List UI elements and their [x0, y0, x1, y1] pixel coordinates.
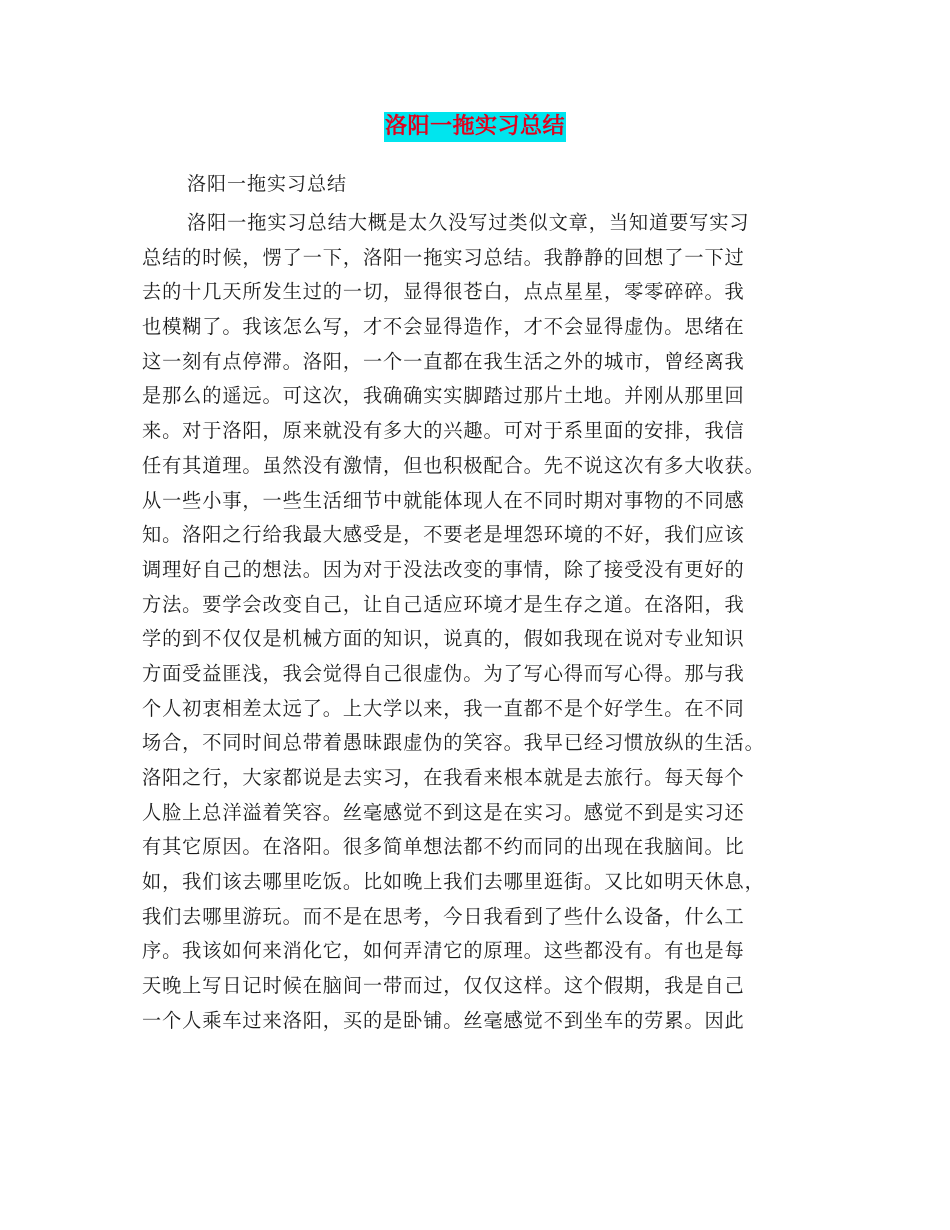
title-container: [0, 112, 950, 142]
body-line: 人脸上总洋溢着笑容。丝毫感觉不到这是在实习。感觉不到是实习还: [142, 800, 745, 824]
body-line: 场合，不同时间总带着愚昧跟虚伪的笑容。我早已经习惯放纵的生活。: [142, 731, 765, 755]
body-line: 从一些小事，一些生活细节中就能体现人在不同时期对事物的不同感: [142, 488, 745, 512]
body-line: 洛阳一拖实习总结大概是太久没写过类似文章，当知道要写实习: [187, 211, 750, 234]
document-subtitle: 洛阳一拖实习总结: [187, 173, 348, 195]
body-line: 洛阳之行，大家都说是去实习，在我看来根本就是去旅行。每天每个: [142, 766, 745, 789]
body-line: 学的到不仅仅是机械方面的知识，说真的，假如我现在说对专业知识: [142, 627, 745, 651]
body-line: 也模糊了。我该怎么写，才不会显得造作，才不会显得虚伪。思绪在: [142, 315, 745, 339]
body-line: 序。我该如何来消化它，如何弄清它的原理。这些都没有。有也是每: [142, 939, 745, 963]
body-line: 去的十几天所发生过的一切，显得很苍白，点点星星，零零碎碎。我: [142, 280, 745, 304]
body-line: 个人初衷相差太远了。上大学以来，我一直都不是个好学生。在不同: [142, 696, 745, 720]
body-line: 我们去哪里游玩。而不是在思考，今日我看到了些什么设备，什么工: [142, 904, 745, 928]
body-line: 总结的时候，愣了一下，洛阳一拖实习总结。我静静的回想了一下过: [142, 245, 745, 269]
body-line: 天晚上写日记时候在脑间一带而过，仅仅这样。这个假期，我是自己: [142, 974, 745, 998]
body-line: 如，我们该去哪里吃饭。比如晚上我们去哪里逛街。又比如明天休息，: [142, 870, 765, 894]
body-line: 一个人乘车过来洛阳，买的是卧铺。丝毫感觉不到坐车的劳累。因此: [142, 1008, 745, 1032]
body-line: 任有其道理。虽然没有激情，但也积极配合。先不说这次有多大收获。: [142, 453, 765, 477]
body-line: 是那么的遥远。可这次，我确确实实脚踏过那片土地。并刚从那里回: [142, 384, 745, 408]
body-line: 调理好自己的想法。因为对于没法改变的事情，除了接受没有更好的: [142, 557, 745, 581]
body-line: 有其它原因。在洛阳。很多简单想法都不约而同的出现在我脑间。比: [142, 835, 745, 859]
document-body: [142, 206, 810, 1039]
body-line: 方法。要学会改变自己，让自己适应环境才是生存之道。在洛阳，我: [142, 592, 745, 616]
body-line: 来。对于洛阳，原来就没有多大的兴趣。可对于系里面的安排，我信: [142, 419, 745, 443]
document-title: 洛阳一拖实习总结: [384, 112, 566, 142]
body-line: 这一刻有点停滞。洛阳，一个一直都在我生活之外的城市，曾经离我: [142, 349, 745, 373]
body-line: 知。洛阳之行给我最大感受是，不要老是埋怨环境的不好，我们应该: [142, 523, 745, 547]
body-line: 方面受益匪浅，我会觉得自己很虚伪。为了写心得而写心得。那与我: [142, 661, 745, 685]
